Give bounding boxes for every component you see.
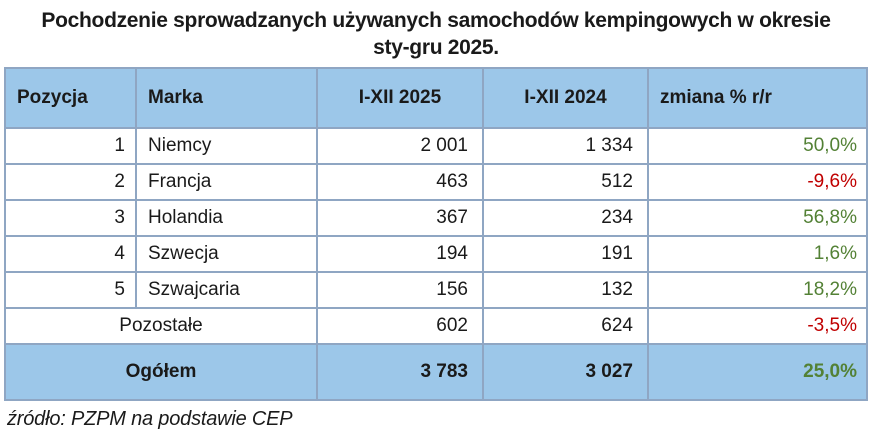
table-header-row [5, 68, 867, 128]
cell-position: 2 [5, 164, 136, 200]
cell-change: -3,5% [648, 308, 867, 344]
cell-change: 1,6% [648, 236, 867, 272]
cell-marka: Francja [136, 164, 317, 200]
cell-total-label: Ogółem [5, 344, 317, 400]
cell-position: 5 [5, 272, 136, 308]
table-row-pozostale [5, 308, 867, 344]
table-row-szwajcaria [5, 272, 867, 308]
cell-total-change: 25,0% [648, 344, 867, 400]
cell-2024: 1 334 [483, 128, 648, 164]
cell-total-2025: 3 783 [317, 344, 483, 400]
column-header-marka: Marka [136, 68, 317, 128]
cell-2024: 624 [483, 308, 648, 344]
table-row-total [5, 344, 867, 400]
cell-marka: Holandia [136, 200, 317, 236]
column-header-zmiana: zmiana % r/r [648, 68, 867, 128]
cell-2025: 602 [317, 308, 483, 344]
cell-2024: 191 [483, 236, 648, 272]
cell-2025: 2 001 [317, 128, 483, 164]
cell-2024: 132 [483, 272, 648, 308]
cell-total-2024: 3 027 [483, 344, 648, 400]
cell-change: 18,2% [648, 272, 867, 308]
cell-2025: 194 [317, 236, 483, 272]
column-header-pozycja: Pozycja [5, 68, 136, 128]
cell-marka-merged: Pozostałe [5, 308, 317, 344]
column-header-2024: I-XII 2024 [483, 68, 648, 128]
cell-change: 56,8% [648, 200, 867, 236]
column-header-2025: I-XII 2025 [317, 68, 483, 128]
cell-2024: 512 [483, 164, 648, 200]
cell-position: 3 [5, 200, 136, 236]
page-title-line1: Pochodzenie sprowadzanych używanych samochodów kempingowych w okresie [41, 9, 831, 32]
source-note: źródło: PZPM na podstawie CEP [7, 408, 293, 430]
table-row-szwecja [5, 236, 867, 272]
cell-marka: Niemcy [136, 128, 317, 164]
cell-marka: Szwajcaria [136, 272, 317, 308]
page-title [0, 7, 872, 61]
import-origin-table [4, 67, 868, 401]
page-title-line2: sty-gru 2025. [373, 36, 499, 59]
cell-position: 4 [5, 236, 136, 272]
cell-change: 50,0% [648, 128, 867, 164]
cell-change: -9,6% [648, 164, 867, 200]
cell-2025: 156 [317, 272, 483, 308]
table-row-holandia [5, 200, 867, 236]
table-row-niemcy [5, 128, 867, 164]
cell-2025: 367 [317, 200, 483, 236]
cell-position: 1 [5, 128, 136, 164]
table-row-francja [5, 164, 867, 200]
cell-2024: 234 [483, 200, 648, 236]
cell-2025: 463 [317, 164, 483, 200]
cell-marka: Szwecja [136, 236, 317, 272]
